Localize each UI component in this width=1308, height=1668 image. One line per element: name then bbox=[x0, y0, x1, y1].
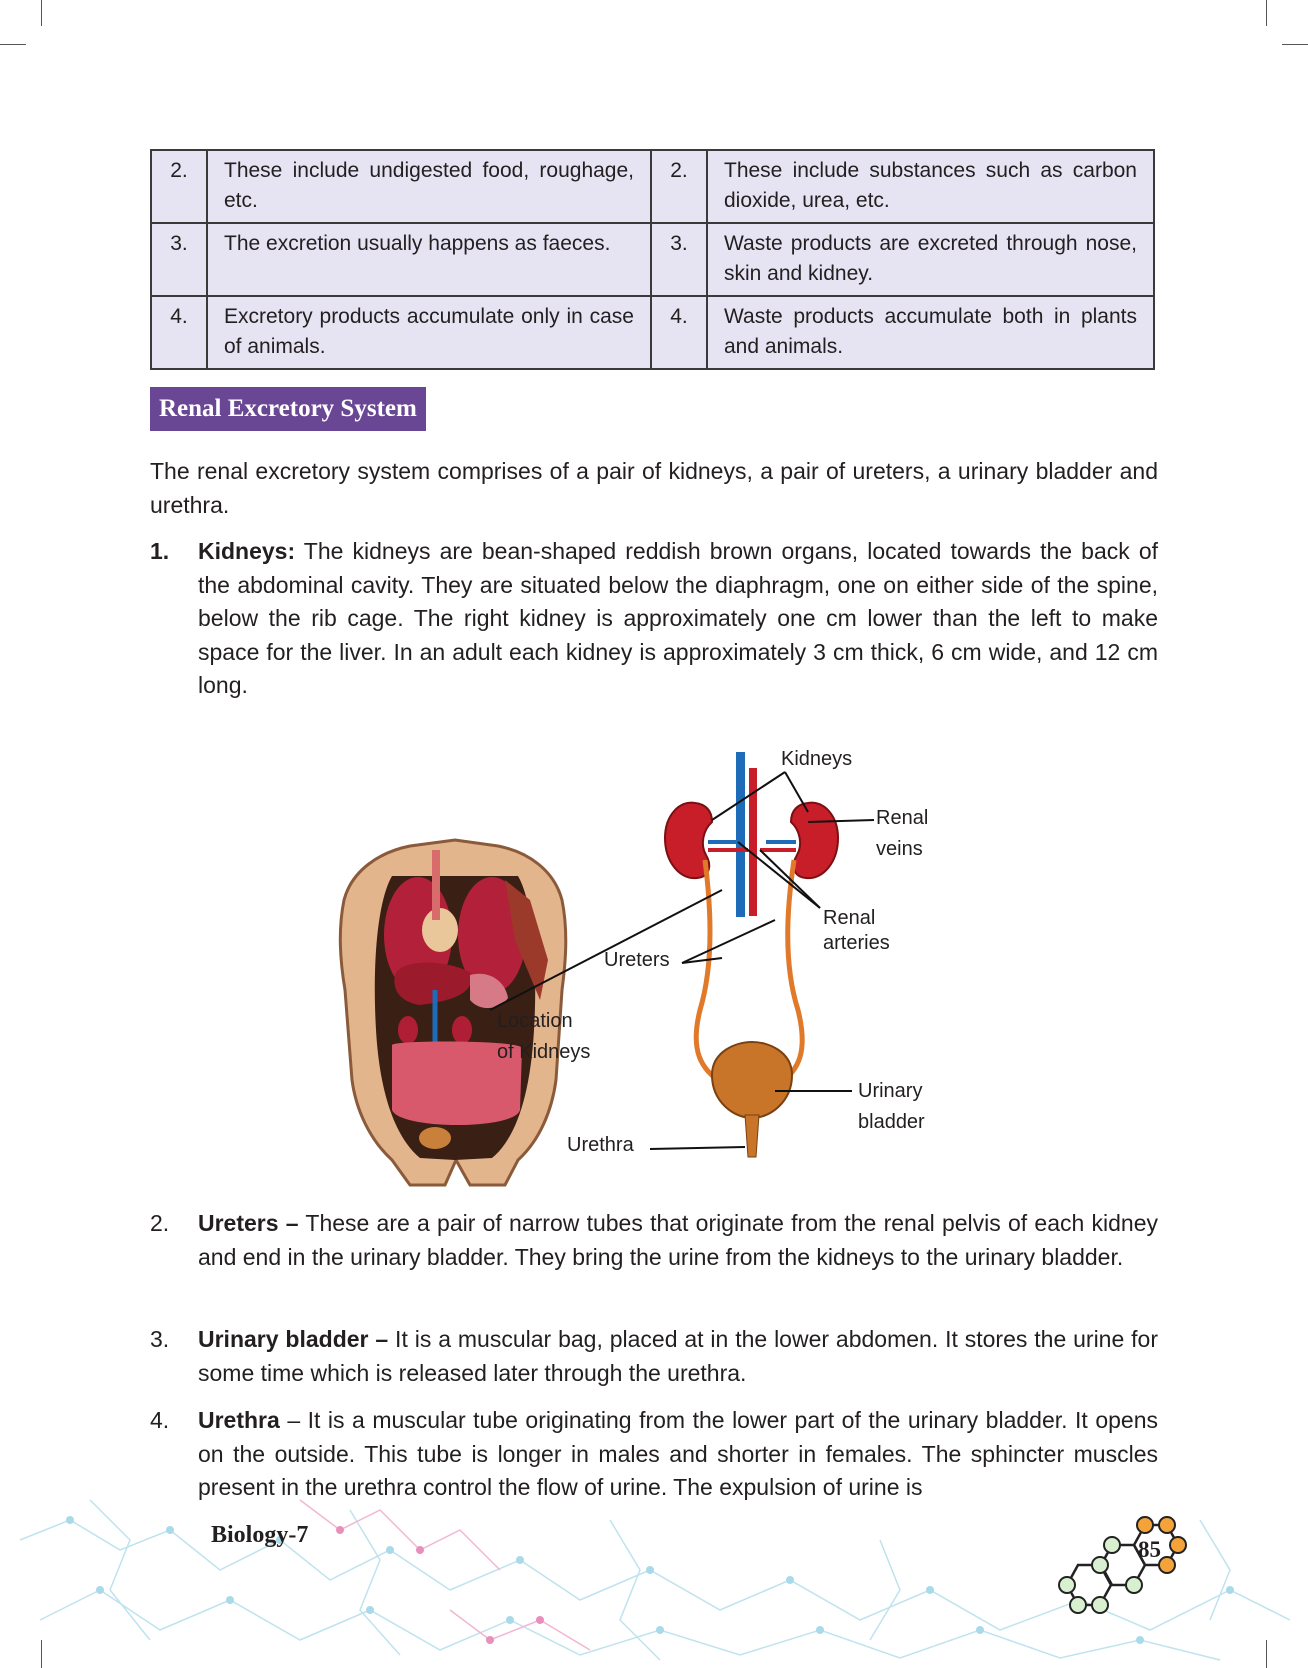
left-number: 4. bbox=[151, 296, 207, 369]
item-text: These are a pair of narrow tubes that originate from the renal pelvis of each kidney and end in the urinary bladder. They bring the urine from the kidneys to the urinary bladder. bbox=[198, 1210, 1158, 1270]
left-text: These include undigested food, roughage, etc. bbox=[207, 150, 651, 223]
list-item bbox=[150, 1323, 1158, 1390]
label-kidneys: Kidneys bbox=[781, 748, 853, 770]
intro-paragraph: The renal excretory system comprises of a pair of kidneys, a pair of ureters, a urinary bladder and urethra. bbox=[150, 458, 1158, 518]
section-heading: Renal Excretory System bbox=[150, 387, 426, 431]
list-item bbox=[150, 1207, 1158, 1274]
item-text: The kidneys are bean-shaped reddish brown organs, located towards the back of the abdominal cavity. They are situated below the diaphragm, one on either side of the spine, below the rib cage. The right kidney is approximately one cm lower than the left to make space for the liver. In an adult each kidney is approximately 3 cm thick, 6 cm wide, and 12 cm long. bbox=[198, 538, 1158, 698]
item-number: 2. bbox=[150, 1210, 170, 1236]
urinary-system-illustration bbox=[665, 752, 838, 1157]
label-urinary-bladder-1: Urinary bbox=[858, 1080, 923, 1102]
item-text: – It is a muscular tube originating from the lower part of the urinary bladder. It opens on the outside. This tube is longer in males and shorter in females. The sphincter muscles present in the urethra control the flow of urine. The expulsion of urine is bbox=[198, 1407, 1158, 1500]
page-number: 85 bbox=[1138, 1537, 1161, 1562]
item-term: Urethra bbox=[198, 1407, 280, 1433]
left-number: 2. bbox=[151, 150, 207, 223]
right-number: 3. bbox=[651, 223, 707, 296]
right-number: 2. bbox=[651, 150, 707, 223]
right-text: Waste products accumulate both in plants and animals. bbox=[707, 296, 1154, 369]
label-ureters: Ureters bbox=[604, 949, 670, 971]
item-term: Ureters – bbox=[198, 1210, 299, 1236]
item-term: Urinary bladder – bbox=[198, 1326, 389, 1352]
hexagon-badge bbox=[1050, 1500, 1200, 1630]
label-renal-veins-2: veins bbox=[876, 838, 923, 860]
label-location-1: Location bbox=[497, 1010, 573, 1032]
label-urethra: Urethra bbox=[567, 1134, 634, 1156]
item-number: 3. bbox=[150, 1326, 170, 1352]
item-text: It is a muscular bag, placed at in the lower abdomen. It stores the urine for some time which is released later through the urethra. bbox=[198, 1326, 1158, 1386]
item-number: 4. bbox=[150, 1407, 170, 1433]
label-urinary-bladder-2: bladder bbox=[858, 1111, 925, 1133]
left-number: 3. bbox=[151, 223, 207, 296]
right-number: 4. bbox=[651, 296, 707, 369]
label-renal-arteries-1: Renal bbox=[823, 907, 876, 929]
label-location-2: of Kidneys bbox=[497, 1041, 591, 1063]
label-renal-arteries-2: arteries bbox=[823, 932, 890, 954]
item-number: 1. bbox=[150, 538, 170, 564]
right-text: Waste products are excreted through nose, skin and kidney. bbox=[707, 223, 1154, 296]
right-text: These include substances such as carbon dioxide, urea, etc. bbox=[707, 150, 1154, 223]
left-text: Excretory products accumulate only in case of animals. bbox=[207, 296, 651, 369]
book-title: Biology-7 bbox=[211, 1522, 309, 1548]
item-term: Kidneys: bbox=[198, 538, 296, 564]
left-text: The excretion usually happens as faeces. bbox=[207, 223, 651, 296]
label-renal-veins-1: Renal bbox=[876, 807, 929, 829]
